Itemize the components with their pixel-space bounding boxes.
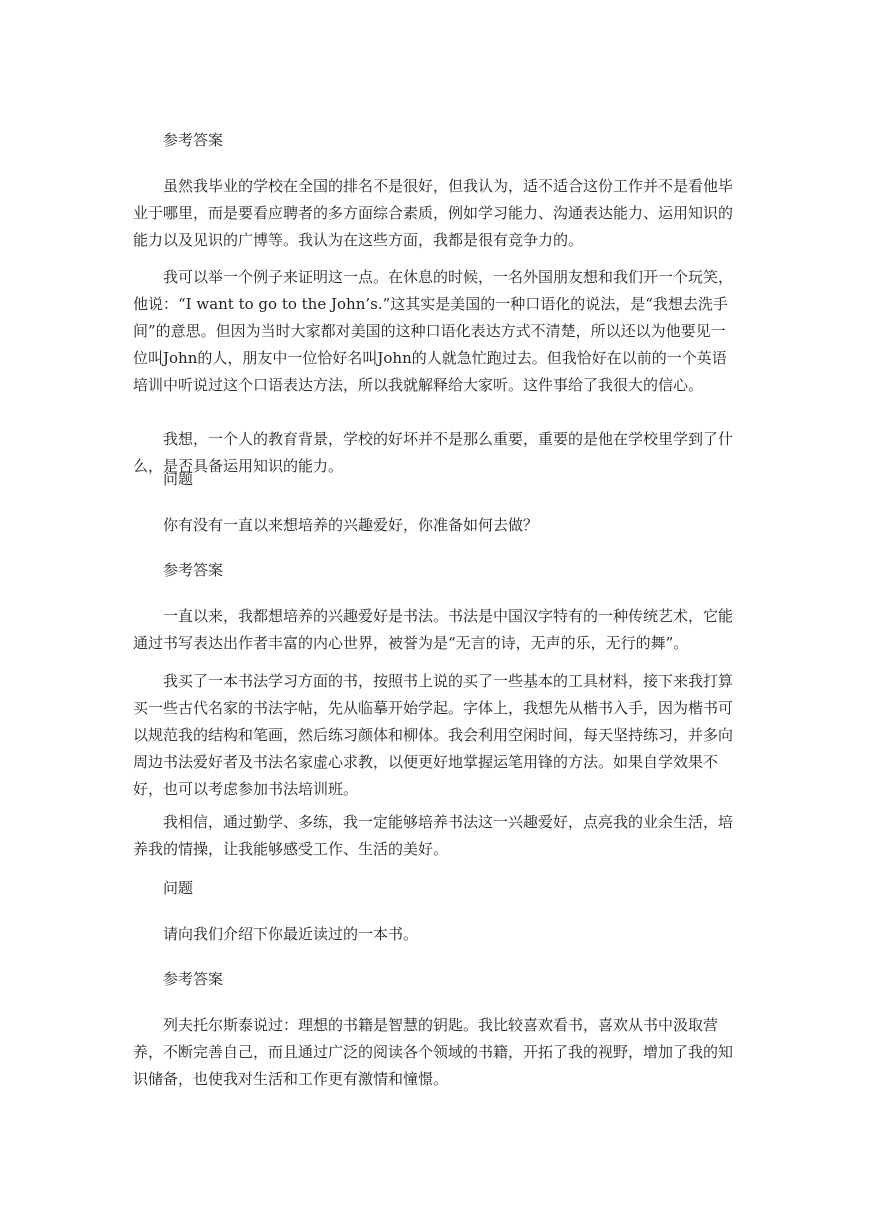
question-heading: 问题 [163, 879, 194, 897]
answer-paragraph-1: 一直以来，我都想培养的兴趣爱好是书法。书法是中国汉字特有的一种传统艺术，它能通过书写表达出作者丰富的内心世界，被誉为是“无言的诗，无声的乐，无行的舞”。 [133, 607, 734, 652]
answer-paragraph-2: 我买了一本书法学习方面的书，按照书上说的买了一些基本的工具材料，接下来我打算买一些古代名家的书法字帖，先从临摹开始学起。字体上，我想先从楷书入手，因为楷书可以规范我的结构和笔画，然后练习颜体和柳体。我会利用空闲时间，每天坚持练习，并多向周边书法爱好者及书法名家虚心求教，以便更好地掌握运笔用锋的方法。如果自学效果不好，也可以考虑参加书法培训班。 [133, 672, 734, 798]
answer-heading: 参考答案 [163, 131, 224, 149]
answer-paragraph-2: 我可以举一个例子来证明这一点。在休息的时候，一名外国朋友想和我们开一个玩笑，他说：“I want to go to the John’s.”这其实是美国的一种口语化的说法，是“我想去洗手间”的意思。但因为当时大家都对美国的这种口语化表达方式不清楚，所以还以为他要见一位叫John的人，朋友中一位恰好名叫John的人就急忙跑过去。但我恰好在以前的一个英语培训中听说过这个口语表达方法，所以我就解释给大家听。这件事给了我很大的信心。 [133, 268, 734, 394]
question-text: 你有没有一直以来想培养的兴趣爱好，你准备如何去做？ [163, 516, 539, 534]
answer-paragraph-3: 我想，一个人的教育背景，学校的好坏并不是那么重要，重要的是他在学校里学到了什么，是否具备运用知识的能力。 [133, 430, 734, 475]
answer-paragraph-1: 虽然我毕业的学校在全国的排名不是很好，但我认为，适不适合这份工作并不是看他毕业于哪里，而是要看应聘者的多方面综合素质，例如学习能力、沟通表达能力、运用知识的能力以及见识的广博等。我认为在这些方面，我都是很有竞争力的。 [133, 177, 734, 249]
answer-heading: 参考答案 [163, 970, 224, 988]
question-heading: 问题 [163, 470, 194, 488]
answer-heading: 参考答案 [163, 561, 224, 579]
answer-paragraph-3: 我相信，通过勤学、多练，我一定能够培养书法这一兴趣爱好，点亮我的业余生活，培养我的情操，让我能够感受工作、生活的美好。 [133, 813, 734, 858]
answer-paragraph-1: 列夫托尔斯泰说过：理想的书籍是智慧的钥匙。我比较喜欢看书，喜欢从书中汲取营养，不断完善自己，而且通过广泛的阅读各个领域的书籍，开拓了我的视野，增加了我的知识储备，也使我对生活和工作更有激情和憧憬。 [133, 1016, 734, 1088]
question-text: 请向我们介绍下你最近读过的一本书。 [163, 925, 419, 943]
